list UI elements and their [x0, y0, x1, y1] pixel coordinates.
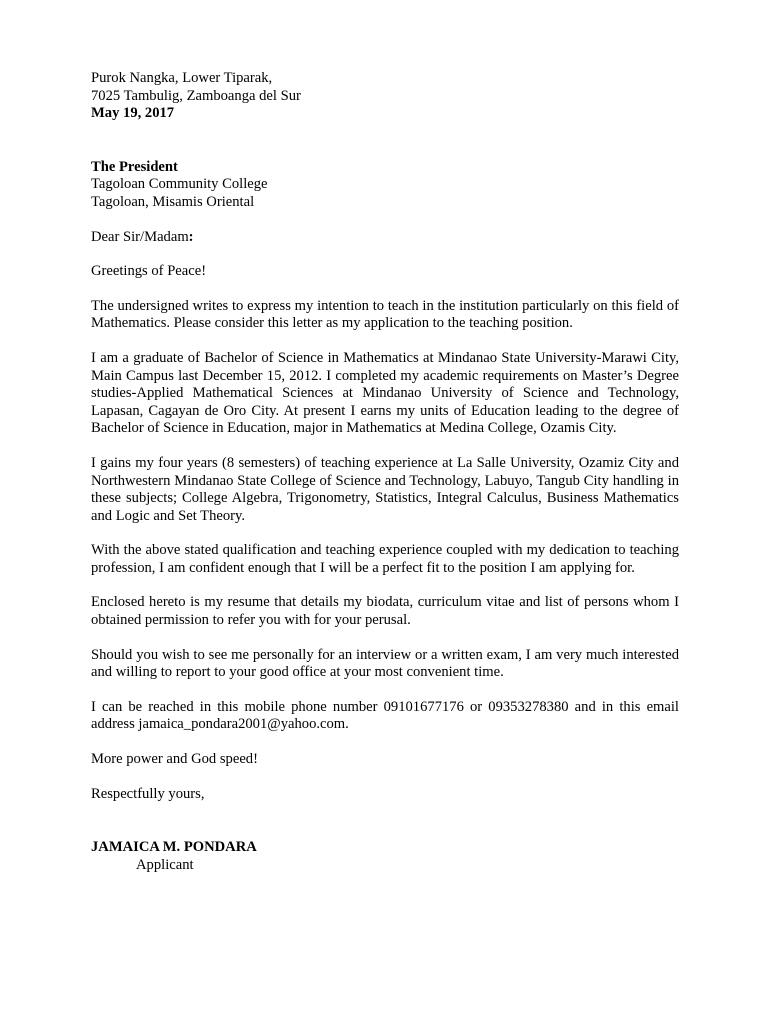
paragraph-qualification: With the above stated qualification and teaching experience coupled with my dedication to teaching profession, I am confident enough that I will be a perfect fit to the position I am applying for. [91, 542, 679, 576]
closing-valediction: Respectfully yours, [91, 785, 205, 802]
salutation-colon: : [188, 228, 194, 245]
paragraph-education: I am a graduate of Bachelor of Science in Mathematics at Mindanao State University-Marawi City, Main Campus last December 15, 2012. I completed my academic requirements on Master’s Degree studies-Applied Mathematical Sciences at Mindanao University of Science and Technology, Lapasan, Cagayan de Oro City. At present I earns my units of Education leading to the degree of Bachelor of Science in Education, major in Mathematics at Medina College, Ozamis City. [91, 349, 679, 437]
paragraph-contact: I can be reached in this mobile phone number 09101677176 or 09353278380 and in this email address jamaica_pondara2001@yahoo.com. [91, 698, 679, 733]
recipient-address [91, 159, 679, 212]
salutation [91, 229, 679, 247]
recipient-location: Tagoloan, Misamis Oriental [91, 193, 255, 210]
salutation-text: Dear Sir/Madam [91, 228, 189, 245]
sender-address [91, 70, 679, 123]
paragraph-intent: The undersigned writes to express my intention to teach in the institution particularly on this field of Mathematics. Please consider this letter as my application to the teaching position. [91, 297, 679, 332]
letter-page [91, 70, 679, 874]
closing-wish: More power and God speed! [91, 751, 258, 768]
greeting: Greetings of Peace! [91, 263, 207, 280]
signatory-designation: Applicant [136, 856, 194, 873]
signature-block [91, 839, 679, 874]
letter-date: May 19, 2017 [91, 105, 175, 122]
paragraph-interview: Should you wish to see me personally for an interview or a written exam, I am very much interested and willing to report to your good office at your most convenient time. [91, 646, 679, 681]
sender-address-line-2: 7025 Tambulig, Zamboanga del Sur [91, 87, 301, 104]
signatory-name: JAMAICA M. PONDARA [91, 839, 257, 856]
recipient-title: The President [91, 158, 178, 175]
recipient-institution: Tagoloan Community College [91, 176, 268, 193]
sender-address-line-1: Purok Nangka, Lower Tiparak, [91, 70, 273, 86]
paragraph-experience: I gains my four years (8 semesters) of teaching experience at La Salle University, Ozamiz City and Northwestern Mindanao State College of Science and Technology, Labuyo, Tangub City handling in these subjects; College Algebra, Trigonometry, Statistics, Integral Calculus, Business Mathematics and Logic and Set Theory. [91, 454, 679, 524]
paragraph-enclosure: Enclosed hereto is my resume that details my biodata, curriculum vitae and list of persons whom I obtained permission to refer you with for your perusal. [91, 594, 679, 629]
